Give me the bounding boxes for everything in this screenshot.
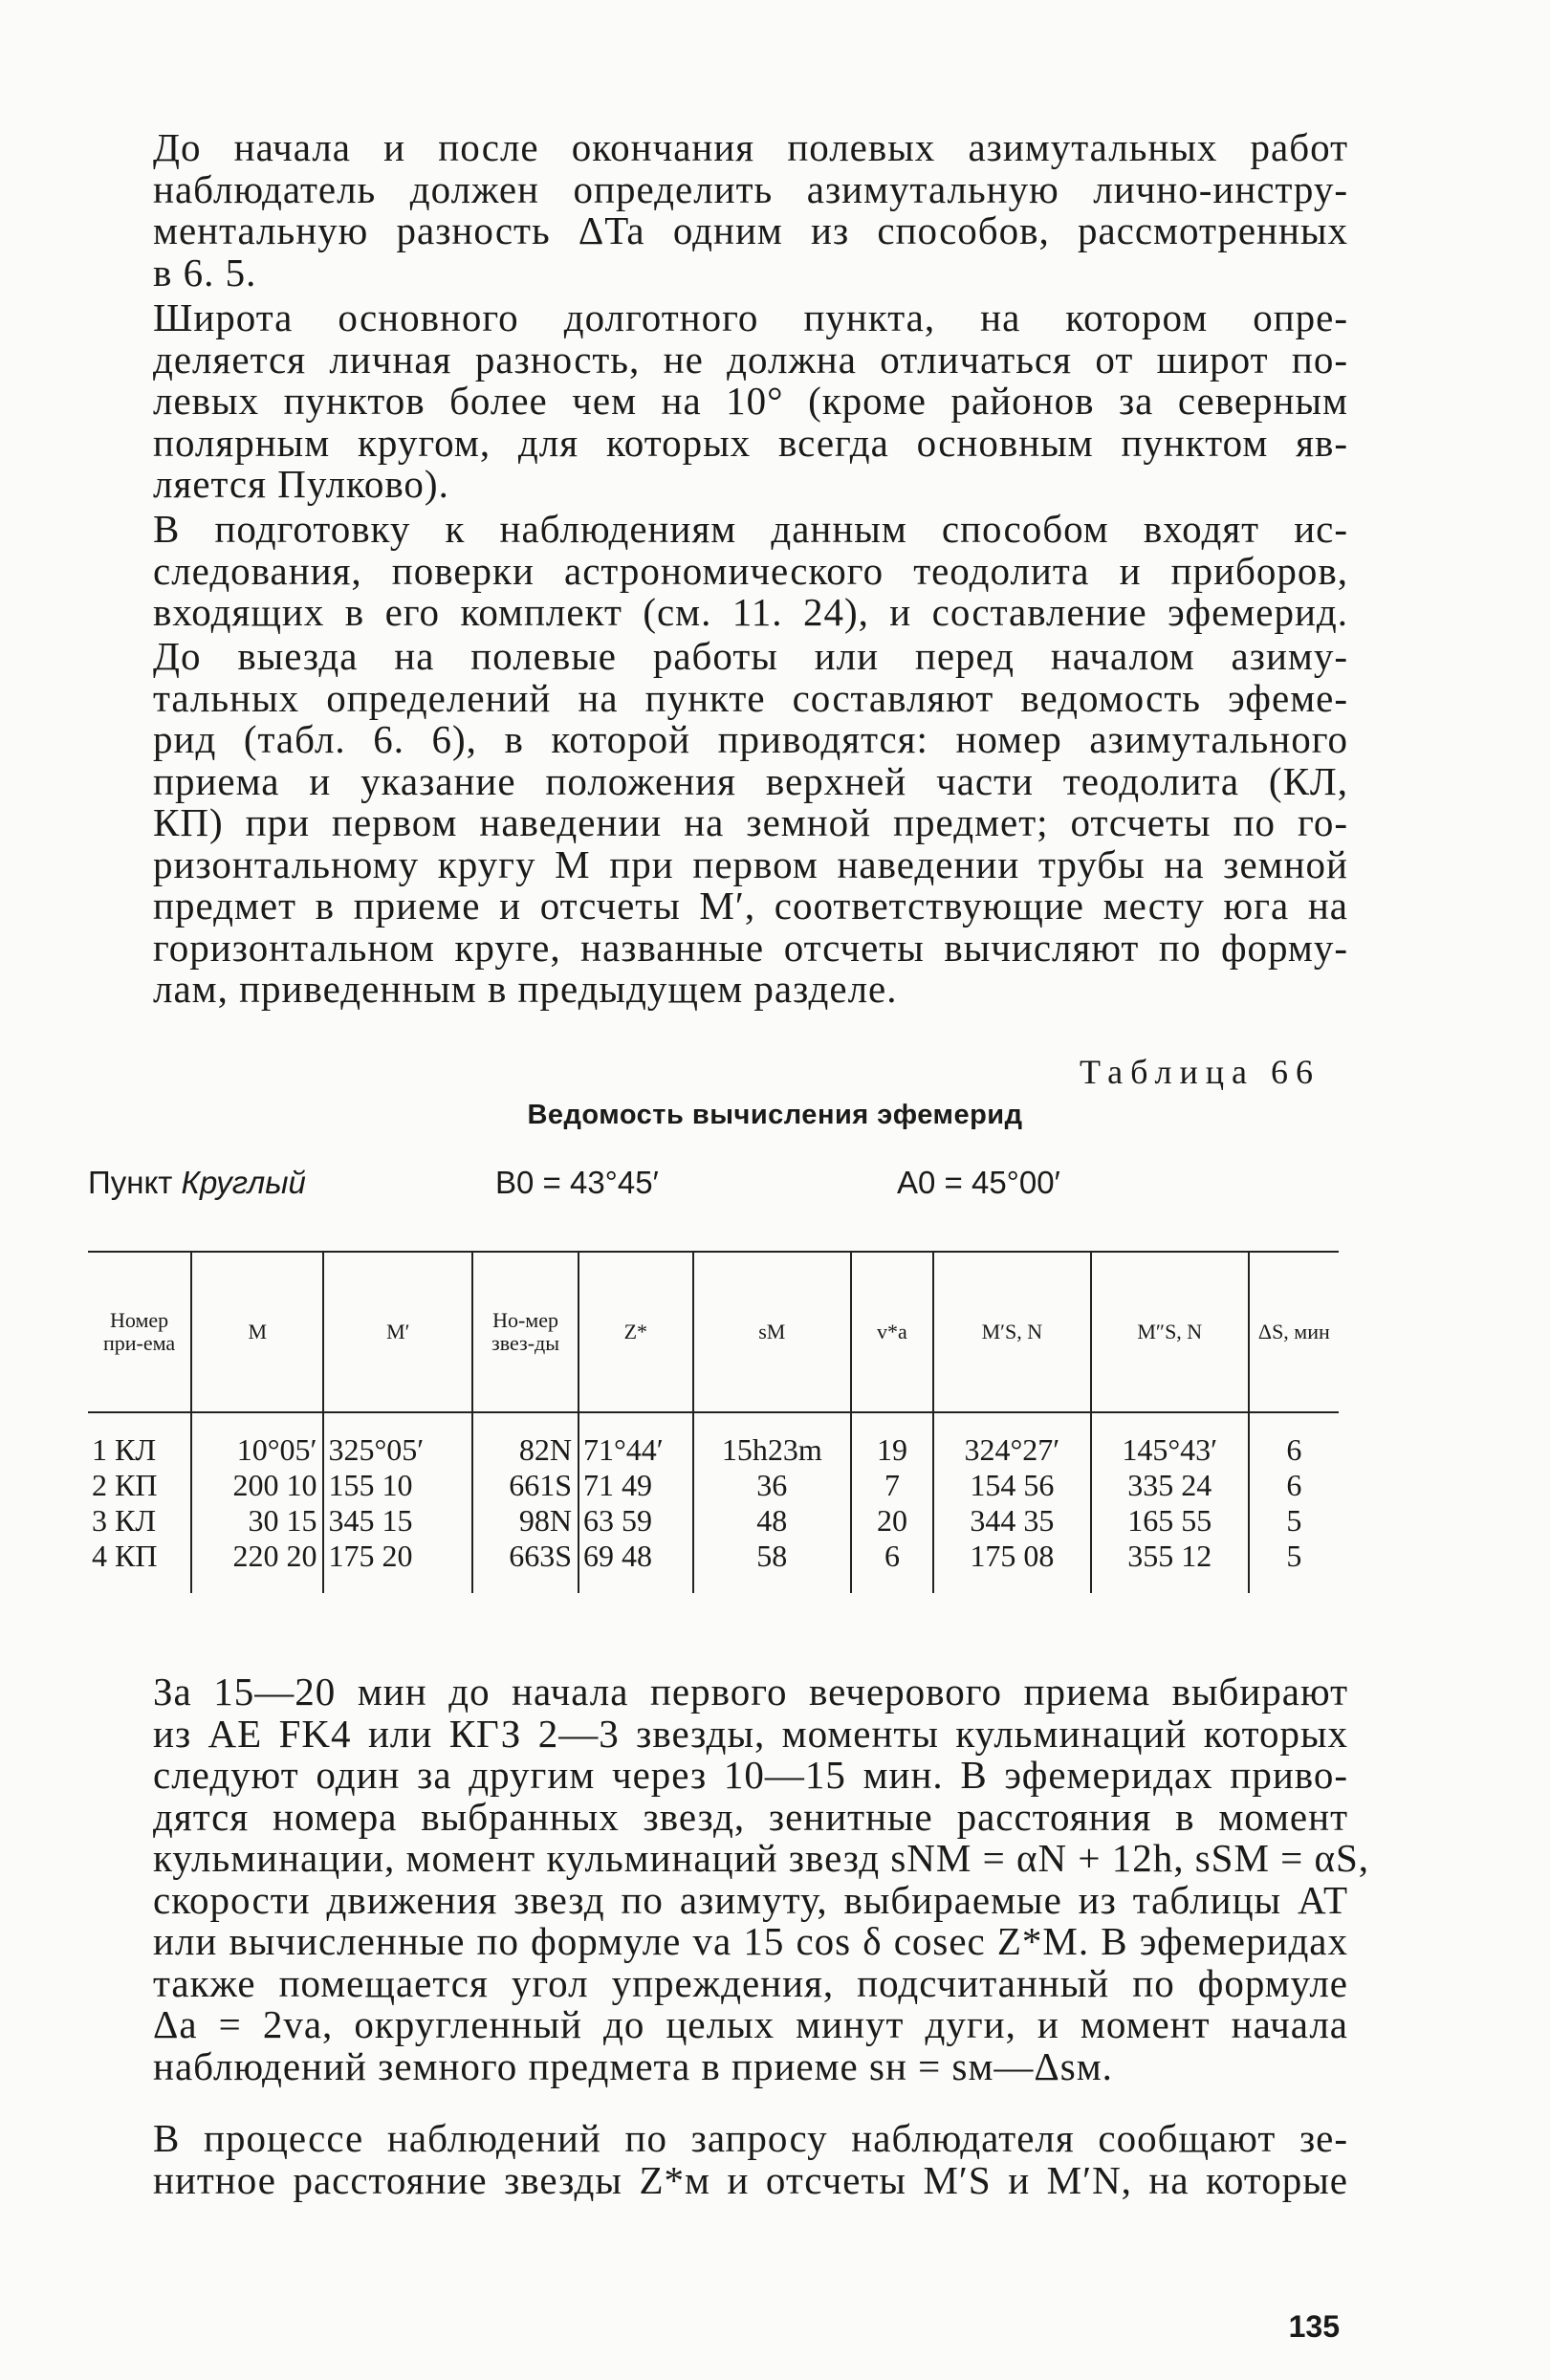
table-cell: 325°05′ 155 10 345 15 175 20 xyxy=(323,1412,472,1593)
text-line: следования, поверки астрономического теодолита и приборов, xyxy=(153,548,1348,593)
text-line: в 6. 5. xyxy=(153,250,257,295)
text-line: наблюдатель должен определить азимутальную лично-инстру- xyxy=(153,166,1348,211)
table-number: Таблица 66 xyxy=(1080,1053,1321,1091)
col-header: sM xyxy=(693,1252,851,1412)
col-header: Z* xyxy=(579,1252,693,1412)
point-line xyxy=(88,1165,306,1201)
azimuth-a0: A0 = 45°00′ xyxy=(897,1165,1060,1200)
paragraph-2 xyxy=(153,297,1348,506)
col-header: ΔS, мин xyxy=(1249,1252,1339,1412)
text-line: рид (табл. 6. 6), в которой приводятся: номер азимутального xyxy=(153,717,1348,761)
text-line: предмет в приеме и отсчеты M′, соответствующие месту юга на xyxy=(153,884,1348,928)
table-cell: 19 7 20 6 xyxy=(851,1412,933,1593)
text-line: или вычисленные по формуле va 15 cos δ cosec Z*M. В эфемеридах xyxy=(153,1919,1348,1963)
text-line: Широта основного долготного пункта, на котором опре- xyxy=(153,295,1348,339)
table-cell: 15h23m 36 48 58 xyxy=(693,1412,851,1593)
text-line: приема и указание положения верхней части теодолита (КЛ, xyxy=(153,758,1348,803)
text-line: входящих в его комплект (см. 11. 24), и составление эфемерид. xyxy=(153,590,1348,634)
text-line: Δa = 2va, округленный до целых минут дуги, и момент начала xyxy=(153,2002,1348,2046)
table-cell: 145°43′ 335 24 165 55 355 12 xyxy=(1091,1412,1249,1593)
text-line: деляется личная разность, не должна отличаться от широт по- xyxy=(153,337,1348,382)
table-row xyxy=(88,1412,1339,1593)
table-cell: 71°44′ 71 49 63 59 69 48 xyxy=(579,1412,693,1593)
text-line: из АЕ FK4 или КГЗ 2—3 звезды, моменты кульминаций которых xyxy=(153,1711,1348,1756)
point-name: Круглый xyxy=(181,1165,306,1200)
col-header: M′S, N xyxy=(933,1252,1091,1412)
text-line: лам, приведенным в предыдущем разделе. xyxy=(153,967,898,1011)
text-line: До начала и после окончания полевых азимутальных работ xyxy=(153,125,1348,169)
col-header: M xyxy=(191,1252,323,1412)
table-header-row xyxy=(88,1252,1339,1412)
ephemeris-table xyxy=(88,1251,1339,1593)
table-cell: 6 6 5 5 xyxy=(1249,1412,1339,1593)
paragraph-4 xyxy=(153,636,1348,1011)
col-header: Но-мер звез-ды xyxy=(472,1252,579,1412)
page-number: 135 xyxy=(1288,2309,1340,2344)
col-header: M′ xyxy=(323,1252,472,1412)
paragraph-6 xyxy=(153,2118,1348,2201)
text-line: КП) при первом наведении на земной предмет; отсчеты по го- xyxy=(153,800,1348,844)
text-line: также помещается угол упреждения, подсчитанный по формуле xyxy=(153,1960,1348,2005)
text-line: В процессе наблюдений по запросу наблюдателя сообщают зе- xyxy=(153,2116,1348,2160)
col-header: Номер при-ема xyxy=(88,1252,191,1412)
table-cell: 10°05′ 200 10 30 15 220 20 xyxy=(191,1412,323,1593)
col-header: v*a xyxy=(851,1252,933,1412)
paragraph-3 xyxy=(153,509,1348,634)
text-line: В подготовку к наблюдениям данным способом входят ис- xyxy=(153,507,1348,551)
table-cell: 324°27′ 154 56 344 35 175 08 xyxy=(933,1412,1091,1593)
paragraph-1 xyxy=(153,127,1348,294)
text-line: левых пунктов более чем на 10° (кроме районов за северным xyxy=(153,379,1348,423)
text-line: нитное расстояние звезды Z*м и отсчеты M′S и M′N, на которые xyxy=(153,2157,1348,2202)
text-line: ляется Пулково). xyxy=(153,462,449,506)
table-title: Ведомость вычисления эфемерид xyxy=(527,1100,1023,1130)
text-line: горизонтальном круге, названные отсчеты вычисляют по форму- xyxy=(153,925,1348,970)
text-line: тальных определений на пункте составляют ведомость эфеме- xyxy=(153,675,1348,720)
point-label: Пункт xyxy=(88,1165,173,1200)
table-cell: 1 КЛ 2 КП 3 КЛ 4 КП xyxy=(92,1432,158,1573)
text-line: До выезда на полевые работы или перед началом азиму- xyxy=(153,634,1348,678)
text-line: дятся номера выбранных звезд, зенитные расстояния в момент xyxy=(153,1794,1348,1839)
text-line: ризонтальному кругу M при первом наведении трубы на земной xyxy=(153,841,1348,886)
text-line: наблюдений земного предмета в приеме sн = sм—Δsм. xyxy=(153,2043,1113,2088)
table-cell: 82N 661S 98N 663S xyxy=(472,1412,579,1593)
paragraph-5 xyxy=(153,1670,1370,2088)
col-header: M″S, N xyxy=(1091,1252,1249,1412)
text-line: кульминации, момент кульминаций звезд sNM = αN + 12h, sSM = αS, xyxy=(153,1836,1370,1880)
text-line: ментальную разность ΔTa одним из способов, рассмотренных xyxy=(153,208,1348,252)
text-line: скорости движения звезд по азимуту, выбираемые из таблицы АТ xyxy=(153,1877,1348,1922)
text-line: следуют один за другим через 10—15 мин. В эфемеридах приво- xyxy=(153,1753,1348,1797)
latitude-b0: B0 = 43°45′ xyxy=(495,1165,659,1200)
text-line: За 15—20 мин до начала первого вечерового приема выбирают xyxy=(153,1670,1348,1714)
text-line: полярным кругом, для которых всегда основным пунктом яв- xyxy=(153,420,1348,465)
